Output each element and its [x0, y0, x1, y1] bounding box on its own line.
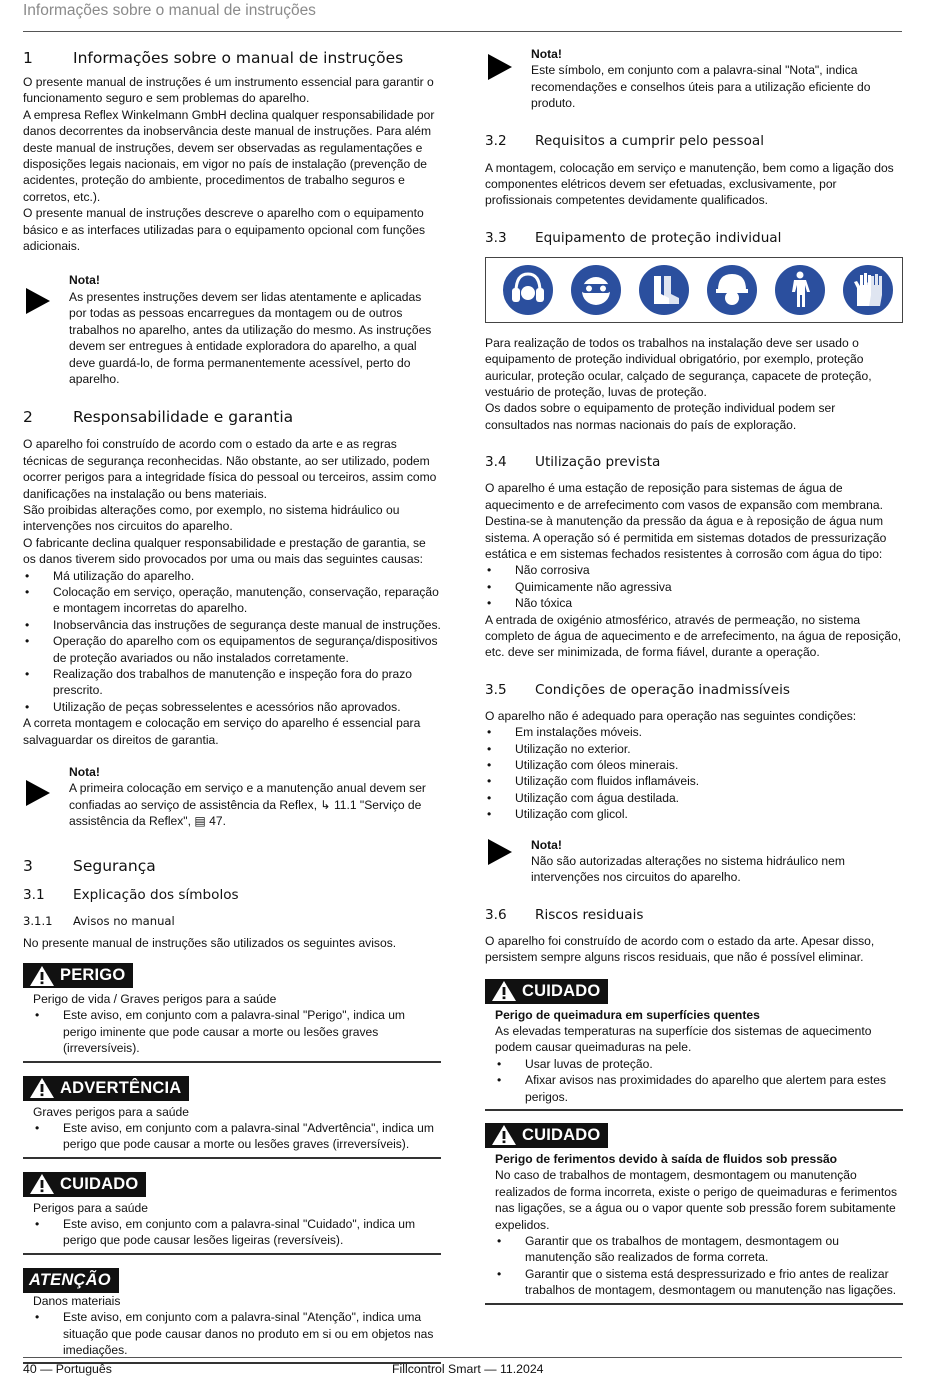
footer-page-number: 40 — Português — [23, 1362, 112, 1376]
play-triangle-icon — [488, 839, 512, 865]
paragraph: O aparelho foi construído de acordo com o estado da arte. Apesar disso, persistem sempre alguns riscos residuais, que não é possível eliminar. — [485, 933, 875, 965]
paragraph: São proibidas alterações como, por exemplo, no sistema hidráulico ou intervenções nos circuitos do aparelho. — [23, 502, 400, 534]
subsection-title: Utilização prevista — [535, 454, 661, 471]
list-item: • Utilização no exterior. — [485, 741, 903, 757]
list-item: • Não corrosiva — [485, 562, 903, 578]
note-title: Nota! — [69, 273, 100, 288]
warning-block-burn — [485, 979, 903, 1111]
warning-triangle-icon — [491, 1124, 517, 1146]
note-title: Nota! — [531, 837, 562, 852]
paragraph: O fabricante declina qualquer responsabilidade e prestação de garantia, se os danos tiverem sido provocados por uma ou mais das seguintes causas: — [23, 535, 426, 567]
list-item: • Utilização com fluidos inflamáveis. — [485, 773, 903, 789]
play-triangle-icon — [26, 780, 50, 806]
warning-triangle-icon — [491, 980, 517, 1002]
page-reference[interactable]: 47. — [209, 814, 226, 829]
warning-subtitle: Perigo de vida / Graves perigos para a saúde — [33, 991, 277, 1006]
subsection-heading — [23, 886, 441, 904]
note-title: Nota! — [69, 765, 100, 780]
subsection-title: Riscos residuais — [535, 906, 644, 923]
play-triangle-icon — [26, 288, 50, 314]
signal-word-badge — [23, 1076, 189, 1101]
paragraph: O aparelho foi construído de acordo com o estado da arte e as regras técnicas de segurança reconhecidas. Não obstante, ao ser utilizado, podem ocorrer perigos para a integridade física do pessoal ou terceiros, assim como danificações na instalação ou bens materiais. — [23, 437, 437, 501]
paragraph: O aparelho não é adequado para operação nas seguintes condições: — [485, 708, 857, 723]
subsection-number: 3.1 — [23, 886, 45, 903]
warning-text: As elevadas temperaturas na superfície dos sistemas de aquecimento podem causar queimaduras na pele. — [495, 1023, 872, 1055]
warning-triangle-icon — [29, 1173, 55, 1195]
ppe-icon-strip — [485, 257, 903, 323]
bullet-list — [485, 724, 903, 822]
bullet-list — [23, 568, 441, 716]
paragraph: Para realização de todos os trabalhos na instalação deve ser usado o equipamento de proteção individual obrigatório, por exemplo, proteção auricular, proteção ocular, calçado de segurança, capacete de proteção, vestuário de proteção, luvas de proteção. — [485, 335, 872, 400]
warning-block-pressure — [485, 1123, 903, 1305]
signal-word: CUIDADO — [522, 981, 601, 1000]
section-title: Segurança — [73, 856, 156, 875]
paragraph: O aparelho é uma estação de reposição para sistemas de água de aquecimento e de arrefecimento com vasos de expansão com membrana. Destina-se à manutenção da pressão da água e à reposição de água num sistema. A operação só é permitida em sistemas dotados de pressurização estática e em sistemas fechados resistentes à corrosão com água do tipo: — [485, 481, 887, 561]
section-number: 3 — [23, 856, 33, 875]
header-divider — [23, 31, 902, 32]
list-item: • Má utilização do aparelho. — [23, 568, 441, 584]
subsection-number: 3.2 — [485, 132, 507, 149]
note-text: Não são autorizadas alterações no sistema hidráulico nem intervenções nos circuitos do aparelho. — [531, 854, 845, 885]
list-item: • Colocação em serviço, operação, manutenção, conservação, reparação e montagem incorretas do aparelho. — [23, 584, 441, 617]
warning-subtitle: Perigos para a saúde — [33, 1200, 148, 1215]
warning-block-atencao — [23, 1268, 441, 1365]
paragraph: O presente manual de instruções descreve o aparelho com o equipamento básico e as interfaces utilizadas para o equipamento opcional com funções adicionais. — [23, 206, 426, 254]
subsection-number: 3.6 — [485, 906, 507, 923]
subsection-number: 3.4 — [485, 454, 507, 471]
play-triangle-icon — [488, 54, 512, 80]
warning-triangle-icon — [29, 1077, 55, 1099]
helmet-icon — [704, 262, 760, 318]
paragraph: No presente manual de instruções são utilizados os seguintes avisos. — [23, 935, 397, 950]
footer-divider — [23, 1357, 902, 1358]
gloves-icon — [840, 262, 896, 318]
paragraph: A correta montagem e colocação em serviço do aparelho é essencial para salvaguardar os direitos de garantia. — [23, 716, 421, 747]
page-icon: ▤ — [194, 814, 206, 829]
section-heading — [23, 856, 441, 876]
paragraph: Os dados sobre o equipamento de proteção individual podem ser consultados nas normas nacionais do país de exploração. — [485, 401, 836, 432]
warning-subtitle: Graves perigos para a saúde — [33, 1104, 189, 1119]
subsection-heading — [485, 229, 903, 247]
subsubsection-number: 3.1.1 — [23, 913, 53, 928]
section-number: 1 — [23, 49, 33, 67]
list-item: • Em instalações móveis. — [485, 724, 903, 740]
note-box — [23, 764, 441, 830]
safety-boots-icon — [636, 262, 692, 318]
list-item: • Utilização de peças sobresselentes e acessórios não aprovados. — [23, 699, 441, 715]
signal-word-badge — [23, 1172, 146, 1197]
signal-word: ATENÇÃO — [29, 1271, 111, 1290]
list-item: • Utilização com óleos minerais. — [485, 757, 903, 773]
subsection-title: Condições de operação inadmissíveis — [535, 681, 790, 698]
signal-word-badge — [23, 963, 133, 988]
note-text: As presentes instruções devem ser lidas atentamente e aplicadas por todas as pessoas encarregues da montagem ou de outros trabalhos no aparelho, antes da utilização do mesmo. As instruções devem ser entregues à entidade exploradora do aparelho, a qual deve guardá-lo, de forma permanentemente acessível, perto do aparelho. — [69, 289, 432, 386]
warning-triangle-icon — [29, 965, 55, 987]
warning-block-perigo — [23, 963, 441, 1063]
signal-word-badge — [23, 1268, 119, 1293]
list-item: • Este aviso, em conjunto com a palavra-sinal "Cuidado", indica um perigo que pode causar lesões ligeiras (reversíveis). — [33, 1216, 441, 1249]
signal-word-badge — [485, 979, 608, 1004]
note-box — [485, 837, 903, 886]
signal-word: CUIDADO — [60, 1175, 139, 1194]
section-title: Informações sobre o manual de instruções — [73, 49, 404, 67]
section-number: 2 — [23, 408, 33, 427]
note-text: Este símbolo, em conjunto com a palavra-sinal "Nota", indica recomendações e conselhos úteis para a utilização eficiente do produto. — [531, 63, 871, 111]
list-item: • Garantir que o sistema está despressurizado e frio antes de realizar trabalhos de montagem, desmontagem ou manutenção nas ligações. — [495, 1266, 903, 1299]
subsection-heading — [485, 132, 903, 150]
list-item: • Afixar avisos nas proximidades do aparelho que alertem para estes perigos. — [495, 1072, 903, 1105]
cross-reference-link[interactable]: 11.1 "Serviço de assistência da Reflex" — [69, 797, 422, 829]
paragraph: A montagem, colocação em serviço e manutenção, bem como a ligação dos componentes elétricos devem ser efetuadas, exclusivamente, por profissionais competentes devidamente qualificados. — [485, 160, 894, 208]
list-item: • Utilização com glicol. — [485, 806, 903, 822]
note-title: Nota! — [531, 47, 562, 61]
note-text: A primeira colocação em serviço e a manutenção anual devem ser confiadas ao serviço de assistência da Reflex, ↳ 11.1 "Serviço de assistência da Reflex", ▤ 47. — [69, 781, 426, 829]
list-item: • Inobservância das instruções de segurança deste manual de instruções. — [23, 617, 441, 633]
list-item: • Usar luvas de proteção. — [495, 1056, 903, 1072]
bullet-list — [485, 562, 903, 611]
subsection-title: Explicação dos símbolos — [73, 886, 239, 903]
section-title: Responsabilidade e garantia — [73, 408, 294, 427]
signal-word-badge — [485, 1123, 608, 1148]
paragraph: O presente manual de instruções é um instrumento essencial para garantir o funcionamento seguro e sem problemas do aparelho. — [23, 75, 434, 106]
subsection-heading — [485, 453, 903, 471]
list-item: • Garantir que os trabalhos de montagem, desmontagem ou manutenção são realizados de forma correta. — [495, 1233, 903, 1266]
note-text-part: A primeira colocação em serviço e a manutenção anual devem ser confiadas ao serviço de assistência da Reflex, — [69, 781, 426, 812]
note-box — [485, 46, 903, 112]
subsection-heading — [485, 681, 903, 699]
left-column — [23, 40, 441, 1364]
warning-block-advertencia — [23, 1076, 441, 1159]
list-item: • Este aviso, em conjunto com a palavra-sinal "Atenção", indica uma situação que pode causar danos no produto em si ou em objetos nas imediações. — [33, 1309, 441, 1358]
paragraph: A empresa Reflex Winkelmann GmbH declina qualquer responsabilidade por danos decorrentes da inobservância deste manual de instruções. Para além deste manual de instruções, devem ser observadas as regulamentações e disposições legais nacionais, em vigor no país de instalação (prevenção de acidentes, proteção do ambiente, procedimentos de trabalho seguros e corretos, etc.). — [23, 107, 435, 204]
section-heading — [23, 48, 441, 68]
warning-title: Perigo de queimadura em superfícies quentes — [495, 1007, 760, 1022]
list-item: • Quimicamente não agressiva — [485, 579, 903, 595]
note-box — [23, 272, 441, 387]
subsection-title: Equipamento de proteção individual — [535, 229, 782, 246]
signal-word: CUIDADO — [522, 1126, 601, 1145]
link-arrow-icon: ↳ — [320, 797, 331, 812]
ear-protection-icon — [500, 262, 556, 318]
warning-subtitle: Danos materiais — [33, 1293, 121, 1308]
subsection-title: Requisitos a cumprir pelo pessoal — [535, 132, 765, 149]
section-heading — [23, 407, 441, 427]
list-item: • Não tóxica — [485, 595, 903, 611]
warning-block-cuidado — [23, 1172, 441, 1255]
subsection-heading — [485, 906, 903, 924]
page-header-title: Informações sobre o manual de instruções — [23, 2, 316, 19]
list-item: • Este aviso, em conjunto com a palavra-sinal "Advertência", indica um perigo que pode causar a morte ou lesões graves (irreversíveis). — [33, 1120, 441, 1153]
list-item: • Este aviso, em conjunto com a palavra-sinal "Perigo", indica um perigo iminente que pode causar a morte ou lesões graves (irreversíveis). — [33, 1007, 441, 1056]
eye-protection-icon — [568, 262, 624, 318]
subsection-number: 3.3 — [485, 229, 507, 246]
right-column — [485, 40, 903, 1305]
warning-text: No caso de trabalhos de montagem, desmontagem ou manutenção realizados de forma incorreta, existe o perigo de queimaduras e ferimentos nas ligações, se a água ou o vapor quente sob pressão forem subitamente expelidos. — [495, 1168, 897, 1232]
subsubsection-title: Avisos no manual — [73, 913, 175, 928]
subsection-number: 3.5 — [485, 681, 507, 698]
signal-word: PERIGO — [60, 966, 126, 985]
signal-word: ADVERTÊNCIA — [60, 1078, 182, 1097]
list-item: • Realização dos trabalhos de manutenção e inspeção fora do prazo prescrito. — [23, 666, 441, 699]
list-item: • Operação do aparelho com os equipamentos de segurança/dispositivos de proteção avariados ou não instalados corretamente. — [23, 633, 441, 666]
protective-clothing-icon — [772, 262, 828, 318]
footer-product: Fillcontrol Smart — 11.2024 — [392, 1362, 544, 1376]
subsubsection-heading — [23, 913, 441, 929]
list-item: • Utilização com água destilada. — [485, 790, 903, 806]
warning-title: Perigo de ferimentos devido à saída de fluidos sob pressão — [495, 1151, 838, 1166]
paragraph: A entrada de oxigénio atmosférico, através de permeação, no sistema completo de água de aquecimento e de arrefecimento, na água de reposição, etc. deve ser minimizada, de forma fiável, durante a operação. — [485, 612, 902, 660]
